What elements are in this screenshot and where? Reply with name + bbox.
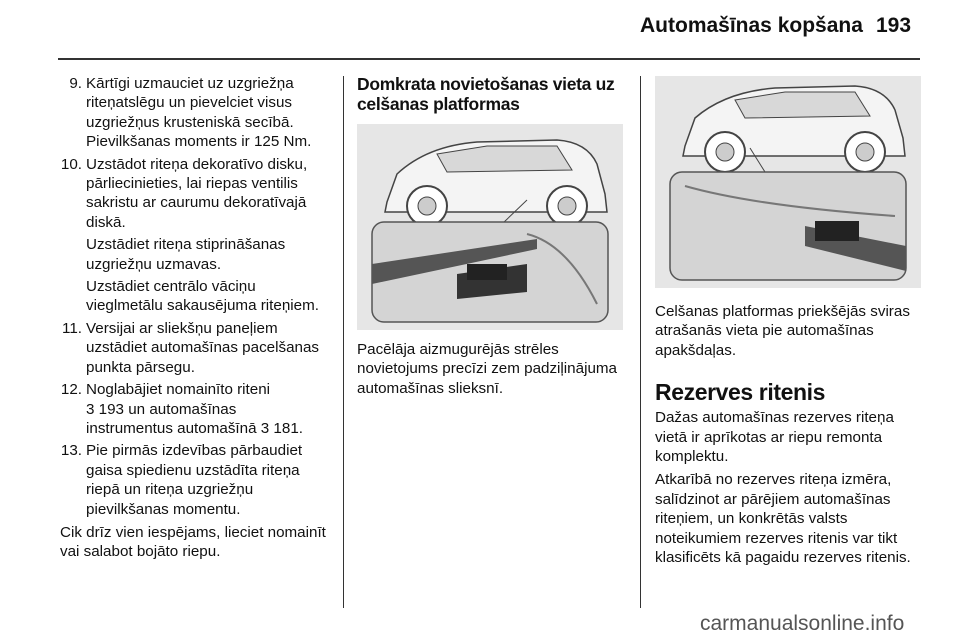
item-number: 13. <box>60 442 82 460</box>
section-heading: Domkrata novietošanas vieta uz celšanas platformas <box>357 74 615 114</box>
watermark: carmanualsonline.info <box>700 612 905 635</box>
item-number: 10. <box>60 155 82 173</box>
page-reference-link[interactable]: 3 181. <box>260 419 303 437</box>
column-1 <box>60 74 330 562</box>
rear-lift-point-illustration <box>357 124 623 330</box>
sub-paragraph: Uzstādiet riteņa stiprināšanas uzgriežņu uzmavas. <box>86 236 286 273</box>
column-3 <box>655 74 923 567</box>
header-rule <box>58 58 920 60</box>
paragraph: Dažas automašīnas rezerves riteņa vietā ir aprīkotas ar riepu remonta komplektu. <box>655 409 894 466</box>
list-item-13 <box>60 441 330 519</box>
figure-caption: Pacēlāja aizmugurējās strēles novietojums precīzi zem padziļinājuma automašīnas slieksnī. <box>357 341 617 397</box>
item-text: instrumentus automašīnā <box>86 419 257 437</box>
page-reference-link[interactable]: 3 193 un automašīnas <box>86 400 237 418</box>
sub-paragraph: Uzstādiet centrālo vāciņu vieglmetālu sakausējuma riteņiem. <box>86 278 319 315</box>
page-number: 193 <box>876 14 912 37</box>
list-item-9 <box>60 74 330 152</box>
list-item-12 <box>60 380 330 438</box>
front-lift-point-illustration <box>655 76 921 288</box>
page-header-title: Automašīnas kopšana <box>640 14 863 37</box>
figure-caption: Celšanas platformas priekšējās sviras atrašanās vieta pie automašīnas apakšdaļas. <box>655 303 910 359</box>
column-divider-2 <box>640 76 641 608</box>
closing-paragraph: Cik drīz vien iespējams, lieciet nomainīt vai salabot bojāto riepu. <box>60 523 326 561</box>
list-item-11 <box>60 319 330 377</box>
item-number: 11. <box>62 319 82 337</box>
item-text: Noglabājiet nomainīto riteni <box>86 381 271 399</box>
item-text: Versijai ar sliekšņu paneļiem uzstādiet automašīnas pacelšanas punkta pārsegu. <box>86 319 320 376</box>
list-item-10 <box>60 155 330 233</box>
paragraph: Atkarībā no rezerves riteņa izmēra, salīdzinot ar pārējiem automašīnas riteņiem, un konkrētās valsts noteikumiem rezerves ritenis var tikt klasificēts kā pagaidu rezerves ritenis. <box>655 471 911 567</box>
column-divider-1 <box>343 76 344 608</box>
item-text: Kārtīgi uzmauciet uz uzgriežņa riteņatslēgu un pievelciet visus uzgriežņus krusteniskā secībā. Pievilkšanas moments ir 125 Nm. <box>86 75 312 151</box>
item-number: 12. <box>60 381 82 399</box>
section-title: Rezerves ritenis <box>655 379 826 406</box>
item-number: 9. <box>69 75 82 92</box>
column-2 <box>357 74 627 398</box>
item-text: Pie pirmās izdevības pārbaudiet gaisa spiedienu uzstādīta riteņa riepā un riteņa uzgriežņu pievilkšanas momentu. <box>86 442 303 518</box>
item-text: Uzstādot riteņa dekoratīvo disku, pārliecinieties, lai riepas ventilis sakristu ar caurumu dekoratīvajā diskā. <box>86 155 308 231</box>
